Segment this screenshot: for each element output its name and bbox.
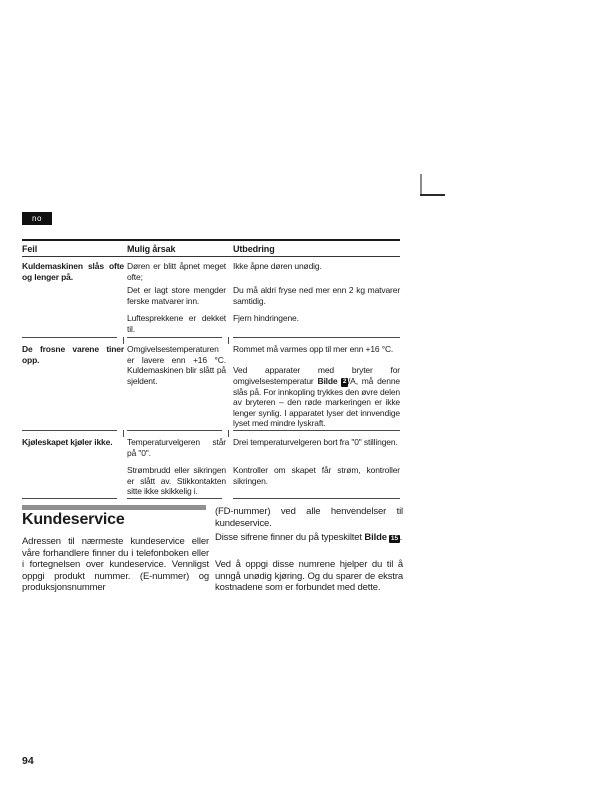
remedy-paragraph [233,365,400,429]
figure-reference-label: Bilde [364,532,387,543]
crop-mark-vertical [420,174,422,196]
cause-paragraph: Omgivelsestemperaturen er lavere enn +16 °C. Kuldemaskinen blir slått på sjeldent. [127,344,226,386]
page-number: 94 [22,755,34,767]
row-separator [127,337,222,338]
remedy-paragraph: Kontroller om skapet får strøm, kontroller sikringen. [233,465,400,486]
service-text: . [399,532,403,543]
row-separator [22,337,117,338]
figure-number-badge: 15 [390,534,399,542]
column-tick [123,337,124,344]
column-header-feil: Feil [22,244,38,254]
remedy-text: /A, må denne slås på. For innkopling trykkes den øvre delen av bryteren – den røde markeringen er ikke lenger synlig. I apparatet lyser det innvendige lyset med mindre lyskraft. [233,375,400,428]
remedy-paragraph: Ikke åpne døren unødig. [233,261,322,271]
remedy-paragraph: Fjern hindringene. [233,313,299,323]
column-header-cause: Mulig årsak [127,244,176,254]
row-separator [233,337,400,338]
figure-reference-label: Bilde [317,375,338,386]
table-header-rule [22,256,400,257]
cause-paragraph: Det er lagt store mengder ferske matvarer inn. [127,285,226,306]
column-tick [228,337,229,344]
figure-number-badge: 2 [342,378,347,385]
column-tick [123,430,124,437]
table-bottom-rule [22,498,117,499]
fault-cell: De frosne varene tiner opp. [22,344,124,365]
table-bottom-rule [233,498,400,499]
cause-paragraph: Temperaturvelgeren står på "0". [127,437,226,458]
row-separator [127,430,222,431]
column-header-remedy: Utbedring [233,244,275,254]
cause-paragraph: Strømbrudd eller sikringen er slått av. Stikkontakten sitte ikke skikkelig i. [127,465,226,496]
cause-paragraph: Luftesprekkene er dekket til. [127,313,226,334]
remedy-paragraph: Rommet må varmes opp til mer enn +16 °C. [233,344,394,354]
row-separator [22,430,117,431]
service-paragraph: Ved å oppgi disse numrene hjelper du til å unngå unødig kjøring. Og du sparer de ekstra kostnadene som er forbundet med dette. [215,559,403,593]
fault-cell: Kuldemaskinen slås ofte og lenger på. [22,261,124,282]
row-separator [233,430,400,431]
cause-paragraph: Døren er blitt åpnet meget ofte; [127,261,226,282]
section-title: Kundeservice [22,511,125,528]
crop-mark-horizontal [420,194,445,196]
section-heading-bar [22,505,206,510]
table-top-rule [22,239,400,241]
remedy-text: Ved apparater med bryter for omgivelsestemperatur [233,365,400,386]
fault-cell: Kjøleskapet kjøler ikke. [22,437,113,447]
service-text: Disse sifrene finner du på typeskiltet [215,532,365,543]
service-paragraph: (FD-nummer) ved alle henvendelser til kundeservice. [215,506,403,529]
remedy-paragraph: Drei temperaturvelgeren bort fra "0" stillingen. [233,437,398,447]
service-paragraph: Adressen til nærmeste kundeservice eller våre forhandlere finner du i telefonboken eller i fortegnelsen over kundeservice. Vennligst oppgi produkt nummer. (E-nummer) og produksjonsnummer [22,536,209,593]
table-bottom-rule [127,498,222,499]
language-badge: no [22,212,52,225]
service-paragraph [215,532,403,544]
column-tick [228,430,229,437]
remedy-paragraph: Du må aldri fryse ned mer enn 2 kg matvarer samtidig. [233,285,400,306]
